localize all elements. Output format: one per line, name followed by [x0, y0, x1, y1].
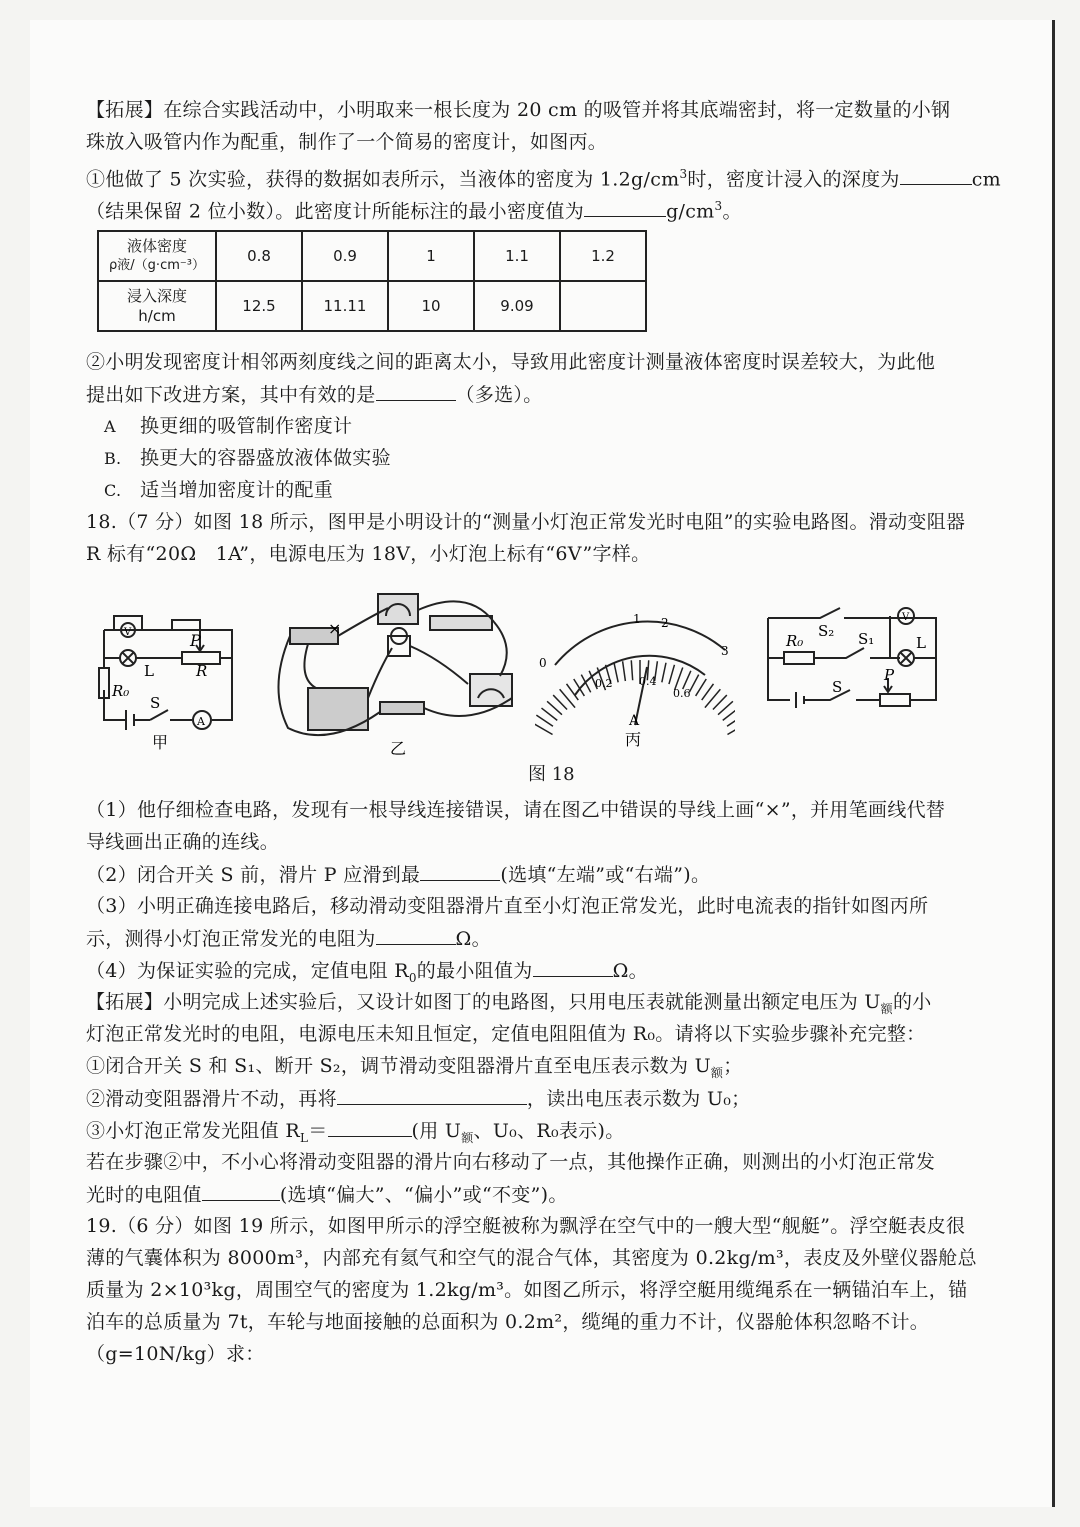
ext1-intro-line2: 珠放入吸管内作为配重，制作了一个简易的密度计，如图丙。 — [86, 131, 608, 153]
q18-p2 — [86, 862, 710, 887]
q18-ext-line2: 灯泡正常发光时的电阻，电源电压未知且恒定，定值电阻阻值为 R₀。请将以下实验步骤补充完整： — [86, 1023, 926, 1045]
ext1-q1-line1 — [86, 162, 1001, 191]
q18-mistake-line1: 若在步骤②中，不小心将滑动变阻器的滑片向右移动了一点，其他操作正确，则测出的小灯泡正常发 — [86, 1151, 936, 1173]
dial-tick — [718, 701, 733, 714]
table-row — [98, 231, 646, 281]
tick-label-0: 0 — [539, 656, 547, 670]
voltmeter-label: V — [902, 612, 910, 623]
header-depth-label: 浸入深度 — [126, 287, 187, 305]
q18-mistake-hint: (选填“偏大”、“偏小”或“不变”)。 — [279, 1184, 568, 1206]
option-letter: A — [104, 417, 116, 436]
q19-line2: 薄的气囊体积为 8000m³，内部充有氦气和空气的混合气体，其密度为 0.2kg/m³，表皮及外壁仪器舱总 — [86, 1247, 977, 1269]
sub-l: L — [299, 1130, 309, 1145]
wrong-wire-mark: × — [328, 619, 342, 638]
label-s: S — [150, 694, 161, 712]
dial-tick — [689, 675, 698, 693]
label-r: R — [196, 662, 208, 680]
label-jia: 甲 — [152, 733, 169, 750]
dial-tick — [623, 661, 626, 681]
table-cell — [560, 281, 646, 331]
q18-step2-text: ②滑动变阻器滑片不动，再将 — [86, 1088, 337, 1110]
dial-tick — [669, 665, 675, 684]
q18-p2-hint: (选填“左端”或“右端”)。 — [500, 864, 711, 886]
tick-label-1: 1 — [633, 612, 641, 626]
table-cell: 1.2 — [560, 231, 646, 281]
header-depth-unit: h/cm — [138, 307, 176, 325]
q18-step1-text: ①闭合开关 S 和 S₁、断开 S₂，调节滑动变阻器滑片直至电压表示数为 U — [86, 1055, 711, 1077]
q18-ext-text: 【拓展】小明完成上述实验后，又设计如图丁的电路图，只用电压表就能测量出额定电压为 U — [86, 991, 881, 1013]
dial-tick — [581, 675, 590, 693]
tick-label-0-6: 0.6 — [673, 687, 691, 700]
ext1-q1-unit: cm — [971, 168, 1001, 191]
q18-step3-hint-b: 、U₀、R₀表示)。 — [473, 1120, 625, 1142]
ext1-q1-line2-text: （结果保留 2 位小数）。此密度计所能标注的最小密度值为 — [86, 200, 585, 223]
voltmeter-label: V — [124, 627, 132, 638]
table-cell: 0.8 — [216, 231, 302, 281]
q18-p4 — [86, 958, 648, 990]
option-text: 适当增加密度计的配重 — [140, 479, 334, 501]
tick-label-0-2: 0.2 — [595, 677, 613, 690]
table-cell: 12.5 — [216, 281, 302, 331]
ext1-q2-text: 提出如下改进方案，其中有效的是 — [86, 384, 376, 406]
answer-blank-options[interactable] — [376, 382, 456, 401]
label-s: S — [832, 678, 843, 696]
q18-p3-line2 — [86, 926, 491, 951]
sup-3: 3 — [679, 167, 688, 181]
q19-line3: 质量为 2×10³kg，周围空气的密度为 1.2kg/m³。如图乙所示，将浮空艇用缆绳系在一辆锚泊车上，锚 — [86, 1279, 968, 1301]
dial-tick — [547, 701, 562, 714]
label-r0: R₀ — [112, 682, 130, 700]
dial-tick — [631, 660, 632, 680]
label-bing: 丙 — [625, 730, 642, 749]
option-a — [104, 414, 352, 439]
q19-line4: 泊车的总质量为 7t，车轮与地面接触的总面积为 0.2m²，缆绳的重力不计，仪器舱体积忽略不计。 — [86, 1311, 930, 1333]
ext1-q2-multi: （多选）。 — [455, 384, 543, 406]
option-text: 换更细的吸管制作密度计 — [140, 415, 353, 437]
q18-p3-text: 示，测得小灯泡正常发光的电阻为 — [86, 928, 376, 950]
label-l: L — [144, 662, 154, 680]
label-yi: 乙 — [390, 739, 407, 758]
q18-p1-line2: 导线画出正确的连线。 — [86, 831, 280, 853]
header-density-unit: ρ液/（g·cm⁻³） — [109, 258, 205, 273]
ammeter-dial-bing — [535, 605, 735, 755]
label-r0: R₀ — [786, 632, 804, 650]
label-p: P — [884, 666, 895, 684]
answer-blank-min-density[interactable] — [584, 198, 666, 217]
ext1-intro-line1: 【拓展】在综合实践活动中，小明取来一根长度为 20 cm 的吸管并将其底端密封，将一定数量的小钢 — [86, 99, 951, 121]
dial-tick — [702, 684, 714, 700]
dial-tick — [614, 663, 618, 683]
answer-blank-error[interactable] — [202, 1182, 280, 1201]
label-s2: S₂ — [818, 622, 835, 640]
option-letter: C. — [104, 481, 122, 500]
table-cell: 9.09 — [474, 281, 560, 331]
q18-mistake-line2 — [86, 1182, 568, 1207]
table-cell: 1.1 — [474, 231, 560, 281]
tick-label-3: 3 — [721, 644, 729, 658]
option-letter: B. — [104, 449, 122, 468]
table-cell: 10 — [388, 281, 474, 331]
density-data-table — [97, 230, 647, 332]
table-cell: 11.11 — [302, 281, 388, 331]
ext1-q2-line1: ②小明发现密度计相邻两刻度线之间的距离太小，导致用此密度计测量液体密度时误差较大，为此他 — [86, 351, 936, 373]
q19-line5: （g=10N/kg）求： — [86, 1343, 265, 1365]
tick-label-2: 2 — [661, 616, 669, 630]
table-header-depth — [98, 281, 216, 331]
ext1-q1-line2-unit: g/cm — [666, 200, 715, 223]
q18-line1: 18.（7 分）如图 18 所示，图甲是小明设计的“测量小灯泡正常发光时电阻”的实验电路图。滑动变阻器 — [86, 511, 966, 533]
q18-p3-unit: Ω。 — [455, 928, 491, 950]
sub-rated: 额 — [880, 1001, 893, 1016]
q18-step1-end: ； — [723, 1055, 743, 1077]
q18-ext-text-b: 的小 — [892, 991, 932, 1013]
label-l: L — [916, 634, 926, 652]
q18-step3-eq: ＝ — [308, 1120, 328, 1142]
answer-blank-resistance[interactable] — [376, 926, 456, 945]
answer-blank-depth[interactable] — [900, 166, 972, 185]
dial-tick — [536, 715, 553, 726]
ext1-q1-text-a: ①他做了 5 次实验，获得的数据如表所示，当液体的密度为 1.2g/cm — [86, 168, 680, 191]
physical-circuit-yi — [268, 588, 530, 763]
q18-p3-line1: （3）小明正确连接电路后，移动滑动变阻器滑片直至小灯泡正常发光，此时电流表的指针如图丙所 — [86, 895, 929, 917]
dial-tick — [662, 663, 666, 683]
ext1-q1-line2 — [86, 194, 742, 223]
label-s1: S₁ — [858, 630, 875, 648]
option-b — [104, 446, 391, 471]
q18-p4-text-b: 的最小阻值为 — [416, 960, 533, 982]
q18-line2: R 标有“20Ω 1A”，电源电压为 18V，小灯泡上标有“6V”字样。 — [86, 543, 651, 565]
sup-3b: 3 — [714, 199, 723, 213]
q18-step2-text-b: ，读出电压表示数为 U₀； — [526, 1088, 751, 1110]
ext1-q2-line2 — [86, 382, 543, 407]
q18-p4-unit: Ω。 — [612, 960, 648, 982]
q18-step1 — [86, 1054, 743, 1085]
table-row — [98, 281, 646, 331]
ammeter-label: A — [197, 715, 205, 728]
q18-p4-text: （4）为保证实验的完成，定值电阻 R — [86, 960, 409, 982]
dial-tick — [713, 695, 727, 709]
sub-0: 0 — [408, 970, 417, 985]
sub-rated: 额 — [461, 1130, 474, 1145]
figure-caption: 图 18 — [528, 764, 575, 785]
circuit-diagram-ding — [760, 600, 940, 720]
answer-blank-rl[interactable] — [328, 1118, 412, 1137]
dial-tick — [553, 695, 567, 709]
q19-line1: 19.（6 分）如图 19 所示，如图甲所示的浮空艇被称为飘浮在空气中的一艘大型“舰艇”。浮空艇表皮很 — [86, 1215, 966, 1237]
q18-step3-text: ③小灯泡正常发光阻值 R — [86, 1120, 300, 1142]
answer-blank-min-r0[interactable] — [533, 958, 613, 977]
answer-blank-slider-position[interactable] — [420, 862, 500, 881]
dial-tick — [541, 708, 557, 720]
q18-p2-text: （2）闭合开关 S 前，滑片 P 应滑到最 — [86, 864, 421, 886]
tick-label-0-4: 0.4 — [639, 675, 657, 688]
table-cell: 1 — [388, 231, 474, 281]
ext1-q1-line2-end: 。 — [722, 200, 742, 223]
table-header-density — [98, 231, 216, 281]
q18-p1-line1: （1）他仔细检查电路，发现有一根导线连接错误，请在图乙中错误的导线上画“×”，并用笔画线代替 — [86, 799, 946, 821]
dial-label-a: A — [629, 713, 640, 729]
header-density-label: 液体密度 — [126, 237, 187, 255]
answer-blank-step2[interactable] — [337, 1086, 527, 1105]
circuit-diagram-jia — [92, 610, 242, 750]
q18-step3-hint: (用 U — [411, 1120, 462, 1142]
ext1-q1-text-b: 时，密度计浸入的深度为 — [687, 168, 900, 191]
sub-rated: 额 — [710, 1065, 724, 1080]
q18-mistake-text: 光时的电阻值 — [86, 1184, 202, 1206]
option-text: 换更大的容器盛放液体做实验 — [140, 447, 391, 469]
q18-ext-line1 — [86, 990, 932, 1021]
q18-step2 — [86, 1086, 750, 1111]
q18-step3 — [86, 1118, 625, 1150]
table-cell: 0.9 — [302, 231, 388, 281]
dial-tick — [696, 679, 707, 696]
page-edge-shadow — [1052, 20, 1055, 1507]
dial-tick — [723, 708, 735, 720]
option-c — [104, 478, 333, 503]
label-p: P — [190, 631, 201, 650]
